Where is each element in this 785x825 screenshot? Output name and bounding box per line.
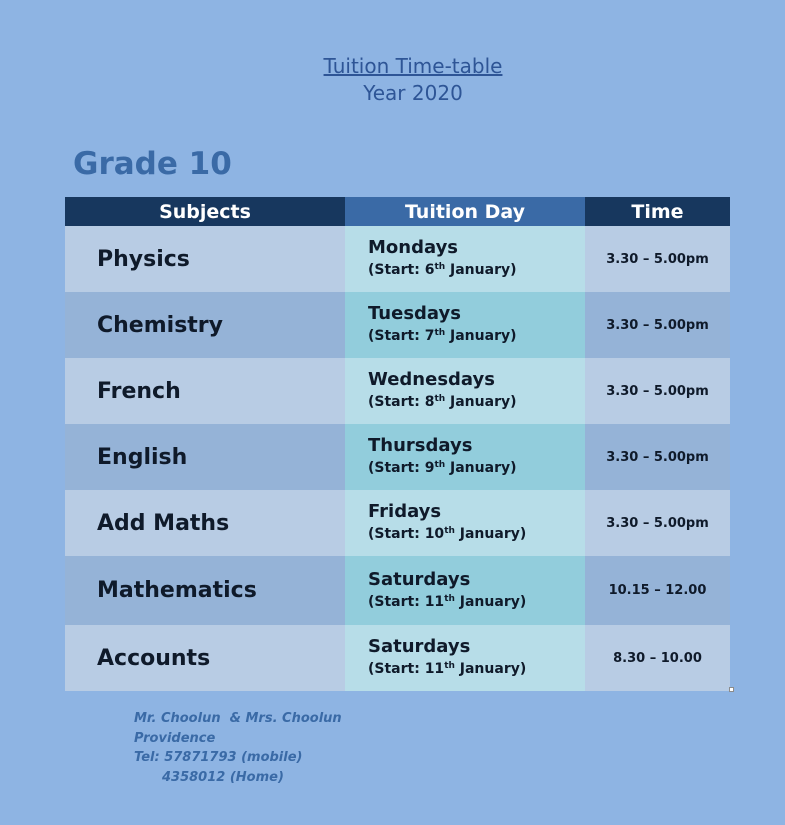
subject-cell: English bbox=[65, 424, 345, 490]
column-header-subjects: Subjects bbox=[65, 197, 345, 226]
document-title bbox=[0, 53, 785, 107]
start-date: (Start: 11th January) bbox=[368, 661, 527, 677]
start-date: (Start: 6th January) bbox=[368, 262, 517, 278]
day-cell bbox=[345, 424, 585, 490]
start-date: (Start: 10th January) bbox=[368, 526, 527, 542]
day-name: Wednesdays bbox=[368, 369, 495, 390]
time-cell: 8.30 – 10.00 bbox=[585, 625, 730, 691]
day-name: Fridays bbox=[368, 501, 442, 522]
table-row bbox=[65, 556, 730, 625]
time-cell: 3.30 – 5.00pm bbox=[585, 490, 730, 556]
title-text: Tuition Time-table bbox=[323, 54, 503, 78]
table-row bbox=[65, 292, 730, 358]
contact-names: Mr. Choolun & Mrs. Choolun bbox=[134, 711, 342, 726]
start-date: (Start: 8th January) bbox=[368, 394, 517, 410]
column-header-time: Time bbox=[585, 197, 730, 226]
column-header-tuition-day: Tuition Day bbox=[345, 197, 585, 226]
table-row bbox=[65, 358, 730, 424]
subject-cell: Accounts bbox=[65, 625, 345, 691]
contact-home: 4358012 (Home) bbox=[162, 769, 284, 785]
time-cell: 3.30 – 5.00pm bbox=[585, 358, 730, 424]
subject-cell: French bbox=[65, 358, 345, 424]
subject-cell: Add Maths bbox=[65, 490, 345, 556]
day-name: Saturdays bbox=[368, 636, 471, 657]
day-name: Thursdays bbox=[368, 435, 473, 456]
timetable bbox=[65, 197, 730, 691]
table-row bbox=[65, 625, 730, 691]
day-cell bbox=[345, 292, 585, 358]
contact-tel: Tel: 57871793 (mobile) bbox=[134, 750, 303, 765]
day-cell bbox=[345, 625, 585, 691]
grade-heading: Grade 10 bbox=[73, 146, 232, 182]
year-text: Year 2020 bbox=[363, 81, 463, 105]
day-cell bbox=[345, 226, 585, 292]
day-cell bbox=[345, 556, 585, 625]
contact-block bbox=[134, 709, 342, 787]
day-name: Mondays bbox=[368, 237, 459, 258]
start-date: (Start: 7th January) bbox=[368, 328, 517, 344]
time-cell: 3.30 – 5.00pm bbox=[585, 424, 730, 490]
table-row bbox=[65, 424, 730, 490]
subject-cell: Physics bbox=[65, 226, 345, 292]
subject-cell: Mathematics bbox=[65, 556, 345, 625]
day-cell bbox=[345, 358, 585, 424]
start-date: (Start: 9th January) bbox=[368, 460, 517, 476]
time-cell: 3.30 – 5.00pm bbox=[585, 292, 730, 358]
day-cell bbox=[345, 490, 585, 556]
time-cell: 10.15 – 12.00 bbox=[585, 556, 730, 625]
subject-cell: Chemistry bbox=[65, 292, 345, 358]
contact-place: Providence bbox=[134, 730, 216, 746]
table-row bbox=[65, 490, 730, 556]
table-resize-handle[interactable] bbox=[729, 687, 734, 692]
start-date: (Start: 11th January) bbox=[368, 593, 527, 610]
table-row bbox=[65, 226, 730, 292]
day-name: Tuesdays bbox=[368, 303, 461, 324]
day-name: Saturdays bbox=[368, 568, 471, 590]
time-cell: 3.30 – 5.00pm bbox=[585, 226, 730, 292]
